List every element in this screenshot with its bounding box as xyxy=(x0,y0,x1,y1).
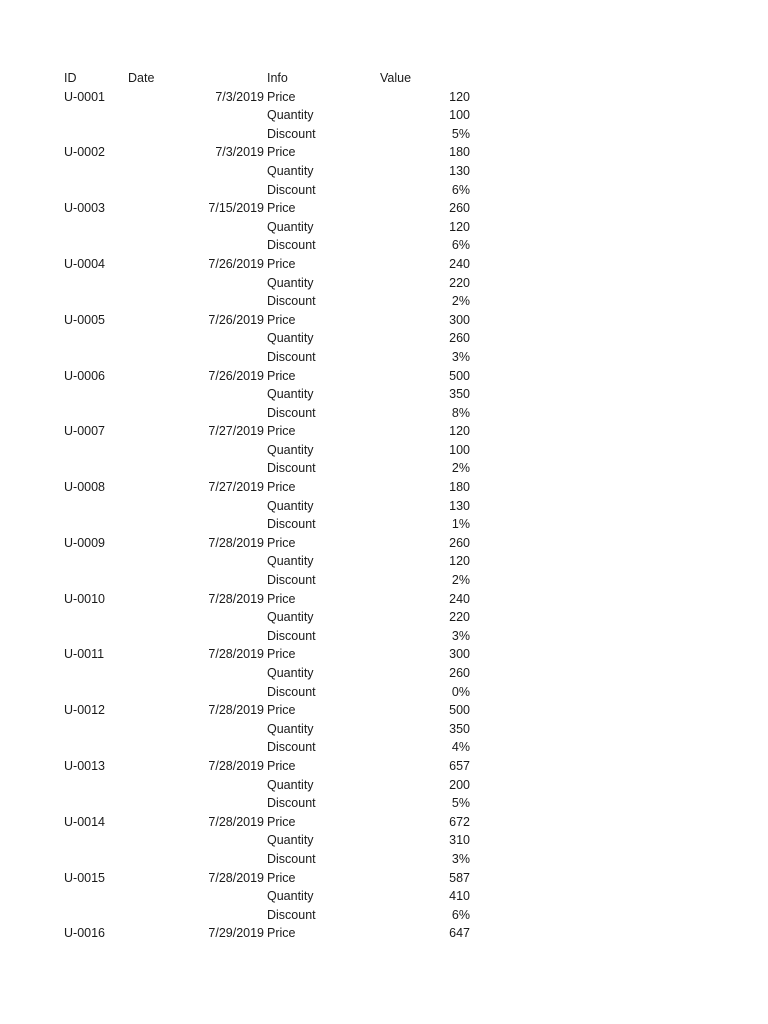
value-cell[interactable]: 120 xyxy=(449,424,470,439)
value-cell[interactable]: 8% xyxy=(451,405,470,420)
id-cell[interactable]: U-0013 xyxy=(64,758,105,773)
table-row xyxy=(0,552,768,571)
info-cell[interactable]: Quantity xyxy=(267,666,314,680)
info-cell[interactable]: Price xyxy=(267,256,296,271)
value-cell[interactable]: 130 xyxy=(449,498,470,513)
id-cell[interactable]: U-0002 xyxy=(64,145,105,160)
value-cell[interactable]: 1% xyxy=(451,517,470,532)
value-cell[interactable]: 180 xyxy=(449,145,470,160)
header-id[interactable]: ID xyxy=(64,71,77,85)
table-row xyxy=(0,608,768,627)
value-cell[interactable]: 3% xyxy=(451,851,470,866)
info-cell[interactable]: Discount xyxy=(267,461,316,476)
header-value[interactable]: Value xyxy=(380,71,412,85)
date-cell[interactable]: 7/3/2019 xyxy=(215,89,264,104)
table-row xyxy=(0,869,768,888)
value-cell[interactable]: 2% xyxy=(451,461,470,476)
table-row xyxy=(0,329,768,348)
date-cell[interactable]: 7/28/2019 xyxy=(208,591,264,606)
value-cell[interactable]: 2% xyxy=(451,294,470,309)
table-row xyxy=(0,181,768,200)
id-cell[interactable]: U-0016 xyxy=(64,926,105,941)
table-row xyxy=(0,850,768,869)
table-row xyxy=(0,794,768,813)
value-cell[interactable]: 200 xyxy=(449,777,470,792)
info-cell[interactable]: Quantity xyxy=(267,219,314,234)
value-cell[interactable]: 240 xyxy=(449,591,470,606)
table-row xyxy=(0,88,768,107)
table-row xyxy=(0,218,768,237)
info-cell[interactable]: Discount xyxy=(267,573,316,588)
id-cell[interactable]: U-0001 xyxy=(64,89,105,104)
table-row xyxy=(0,478,768,497)
value-cell[interactable]: 120 xyxy=(449,89,470,104)
value-cell[interactable]: 3% xyxy=(451,628,470,643)
value-cell[interactable]: 647 xyxy=(449,926,470,941)
info-cell[interactable]: Discount xyxy=(267,238,316,253)
info-cell[interactable]: Discount xyxy=(267,684,316,699)
info-cell[interactable]: Quantity xyxy=(267,442,314,457)
value-cell[interactable]: 350 xyxy=(449,387,470,402)
value-cell[interactable]: 350 xyxy=(449,721,470,736)
table-row xyxy=(0,571,768,590)
value-cell[interactable]: 5% xyxy=(451,126,470,141)
table-row xyxy=(0,497,768,516)
table-row xyxy=(0,274,768,293)
value-cell[interactable]: 5% xyxy=(451,796,470,811)
info-cell[interactable]: Discount xyxy=(267,349,316,364)
date-cell[interactable]: 7/26/2019 xyxy=(208,312,264,327)
value-cell[interactable]: 672 xyxy=(449,814,470,829)
value-cell[interactable]: 3% xyxy=(451,349,470,364)
date-cell[interactable]: 7/28/2019 xyxy=(208,814,264,829)
value-cell[interactable]: 0% xyxy=(451,684,470,699)
date-cell[interactable]: 7/27/2019 xyxy=(208,424,264,439)
value-cell[interactable]: 657 xyxy=(449,758,470,773)
info-cell[interactable]: Price xyxy=(267,758,296,773)
date-cell[interactable]: 7/27/2019 xyxy=(208,480,264,495)
info-cell[interactable]: Discount xyxy=(267,907,316,922)
date-cell[interactable]: 7/15/2019 xyxy=(208,201,264,216)
info-cell[interactable]: Quantity xyxy=(267,610,314,625)
info-cell[interactable]: Quantity xyxy=(267,163,314,178)
info-cell[interactable]: Discount xyxy=(267,126,316,141)
date-cell[interactable]: 7/29/2019 xyxy=(208,926,264,941)
info-cell[interactable]: Discount xyxy=(267,851,316,866)
table-row xyxy=(0,813,768,832)
value-cell[interactable]: 100 xyxy=(449,442,470,457)
info-cell[interactable]: Quantity xyxy=(267,721,314,736)
date-cell[interactable]: 7/28/2019 xyxy=(208,647,264,662)
value-cell[interactable]: 260 xyxy=(449,666,470,680)
value-cell[interactable]: 300 xyxy=(449,312,470,327)
value-cell[interactable]: 260 xyxy=(449,331,470,346)
date-cell[interactable]: 7/28/2019 xyxy=(208,535,264,550)
info-cell[interactable]: Price xyxy=(267,145,296,160)
info-cell[interactable]: Price xyxy=(267,201,296,216)
info-cell[interactable]: Quantity xyxy=(267,387,314,402)
id-cell[interactable]: U-0005 xyxy=(64,312,105,327)
header-info[interactable]: Info xyxy=(267,71,288,85)
table-row xyxy=(0,459,768,478)
table-row xyxy=(0,441,768,460)
info-cell[interactable]: Quantity xyxy=(267,889,314,904)
info-cell[interactable]: Quantity xyxy=(267,275,314,290)
info-cell[interactable]: Discount xyxy=(267,517,316,532)
info-cell[interactable]: Quantity xyxy=(267,108,314,123)
info-cell[interactable]: Discount xyxy=(267,182,316,197)
id-cell[interactable]: U-0006 xyxy=(64,368,105,383)
info-cell[interactable]: Discount xyxy=(267,796,316,811)
info-cell[interactable]: Price xyxy=(267,480,296,495)
info-cell[interactable]: Price xyxy=(267,89,296,104)
table-row xyxy=(0,720,768,739)
table-row xyxy=(0,236,768,255)
value-cell[interactable]: 240 xyxy=(449,256,470,271)
value-cell[interactable]: 300 xyxy=(449,647,470,662)
value-cell[interactable]: 120 xyxy=(449,219,470,234)
header-date[interactable]: Date xyxy=(128,71,155,85)
value-cell[interactable]: 180 xyxy=(449,480,470,495)
table-row xyxy=(0,645,768,664)
info-cell[interactable]: Price xyxy=(267,535,296,550)
table-row xyxy=(0,106,768,125)
value-cell[interactable]: 260 xyxy=(449,535,470,550)
id-cell[interactable]: U-0009 xyxy=(64,535,105,550)
table-row xyxy=(0,515,768,534)
table-row xyxy=(0,664,768,683)
table-row xyxy=(0,422,768,441)
info-cell[interactable]: Price xyxy=(267,926,296,941)
table-row xyxy=(0,143,768,162)
table-row xyxy=(0,887,768,906)
info-cell[interactable]: Price xyxy=(267,312,296,327)
date-cell[interactable]: 7/28/2019 xyxy=(208,870,264,885)
value-cell[interactable]: 260 xyxy=(449,201,470,216)
id-cell[interactable]: U-0004 xyxy=(64,256,105,271)
table-row xyxy=(0,683,768,702)
info-cell[interactable]: Quantity xyxy=(267,498,314,513)
table-row xyxy=(0,348,768,367)
id-cell[interactable]: U-0007 xyxy=(64,424,105,439)
info-cell[interactable]: Discount xyxy=(267,294,316,309)
table-row xyxy=(0,311,768,330)
table-row xyxy=(0,906,768,925)
info-cell[interactable]: Price xyxy=(267,814,296,829)
value-cell[interactable]: 6% xyxy=(451,182,470,197)
info-cell[interactable]: Discount xyxy=(267,405,316,420)
header-row xyxy=(0,69,768,88)
value-cell[interactable]: 6% xyxy=(451,907,470,922)
id-cell[interactable]: U-0011 xyxy=(64,647,105,662)
value-cell[interactable]: 6% xyxy=(451,238,470,253)
table-row xyxy=(0,738,768,757)
date-cell[interactable]: 7/3/2019 xyxy=(215,145,264,160)
table-row xyxy=(0,757,768,776)
value-cell[interactable]: 410 xyxy=(449,889,470,904)
id-cell[interactable]: U-0015 xyxy=(64,870,105,885)
info-cell[interactable]: Quantity xyxy=(267,833,314,848)
date-cell[interactable]: 7/26/2019 xyxy=(208,368,264,383)
value-cell[interactable]: 2% xyxy=(451,573,470,588)
date-cell[interactable]: 7/28/2019 xyxy=(208,758,264,773)
info-cell[interactable]: Price xyxy=(267,703,296,718)
info-cell[interactable]: Price xyxy=(267,368,296,383)
table-row xyxy=(0,367,768,386)
id-cell[interactable]: U-0014 xyxy=(64,814,105,829)
table-row xyxy=(0,255,768,274)
table-row xyxy=(0,701,768,720)
info-cell[interactable]: Price xyxy=(267,424,296,439)
info-cell[interactable]: Price xyxy=(267,647,296,662)
value-cell[interactable]: 100 xyxy=(449,108,470,123)
table-row xyxy=(0,162,768,181)
id-cell[interactable]: U-0012 xyxy=(64,703,105,718)
value-cell[interactable]: 120 xyxy=(449,554,470,569)
data-rows xyxy=(0,88,768,943)
table-row xyxy=(0,831,768,850)
table-row xyxy=(0,385,768,404)
info-cell[interactable]: Price xyxy=(267,870,296,885)
info-cell[interactable]: Quantity xyxy=(267,554,314,569)
value-cell[interactable]: 220 xyxy=(449,610,470,625)
date-cell[interactable]: 7/26/2019 xyxy=(208,256,264,271)
value-cell[interactable]: 220 xyxy=(449,275,470,290)
value-cell[interactable]: 4% xyxy=(451,740,470,755)
id-cell[interactable]: U-0010 xyxy=(64,591,105,606)
table-row xyxy=(0,627,768,646)
table-row xyxy=(0,776,768,795)
table-row xyxy=(0,404,768,423)
info-cell[interactable]: Price xyxy=(267,591,296,606)
table-row xyxy=(0,292,768,311)
table-row xyxy=(0,534,768,553)
table-row xyxy=(0,199,768,218)
date-cell[interactable]: 7/28/2019 xyxy=(208,703,264,718)
table-row xyxy=(0,590,768,609)
info-cell[interactable]: Quantity xyxy=(267,777,314,792)
value-cell[interactable]: 310 xyxy=(449,833,470,848)
value-cell[interactable]: 587 xyxy=(449,870,470,885)
value-cell[interactable]: 130 xyxy=(449,163,470,178)
id-cell[interactable]: U-0008 xyxy=(64,480,105,495)
value-cell[interactable]: 500 xyxy=(449,703,470,718)
value-cell[interactable]: 500 xyxy=(449,368,470,383)
table-row xyxy=(0,125,768,144)
table-row xyxy=(0,924,768,943)
info-cell[interactable]: Quantity xyxy=(267,331,314,346)
id-cell[interactable]: U-0003 xyxy=(64,201,105,216)
spreadsheet-sheet xyxy=(0,69,768,943)
info-cell[interactable]: Discount xyxy=(267,740,316,755)
info-cell[interactable]: Discount xyxy=(267,628,316,643)
